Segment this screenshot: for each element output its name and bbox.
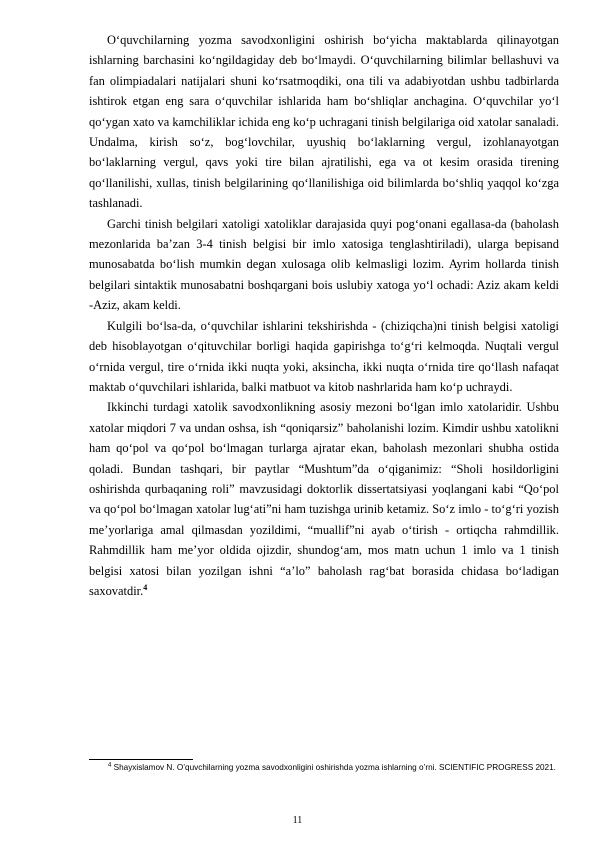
footnote-reference[interactable]: 4	[143, 582, 148, 592]
footnote	[89, 762, 559, 773]
paragraph-4	[89, 397, 559, 601]
paragraph-1: O‘quvchilarning yozma savodxonligini oshirish bo‘yicha maktablarda qilinayotgan ishlarning barchasini ko‘ngildagiday deb bo‘lmaydi. O‘quvchilarning bilimlar bellashuvi va fan olimpiadalari natijalari shuni ko‘rsatmoqdiki, ona tili va adabiyotdan ushbu tadbirlarda ishtirok etgan eng sara o‘quvchilar ishlarida ham bo‘shliqlar anchagina. O‘quvchilar yo‘l qo‘ygan xato va kamchiliklar ichida eng ko‘p uchragani tinish belgilariga oid xatolar sanaladi. Undalma, kirish so‘z, bog‘lovchilar, uyushiq bo‘laklarning vergul, izohlanayotgan bo‘laklarning vergul, qavs yoki tire bilan ajratilishi, ega va ot kesim orasida tirening qo‘llanilishi, xullas, tinish belgilarining qo‘llanilishiga oid bilimlarda bo‘shliq yaqqol ko‘zga tashlanadi.	[89, 33, 559, 211]
body-text	[89, 30, 559, 601]
paragraph-4-text: Ikkinchi turdagi xatolik savodxonlikning asosiy mezoni bo‘lgan imlo xatolaridir. Ushbu xatolar miqdori 7 va undan oshsa, ish “qoniqarsiz” baholanishi lozim. Kimdir ushbu xatolikni ham qo‘pol va qo‘pol bo‘lmagan turlarga ajratar ekan, baholash mezonlari shubha ostida qoladi. Bundan tashqari, bir paytlar “Mushtum”da o‘qiganimiz: “Sholi hosildorligini oshirishda qurbaqaning roli” mavzusidagi doktorlik dissertatsiyasi yoqlangani kabi “Qo‘pol va qo‘pol bo‘lmagan xatolar lug‘ati”ni ham tuzishga urinib ketamiz. So‘z imlo - to‘g‘ri yozish me’yorlariga amal qilmasdan yozildimi, “muallif”ni ayab o‘tirish - ortiqcha rahmdillik. Rahmdillik ham me’yor oldida ojizdir, shundog‘am, mos matn uchun 1 imlo va 1 tinish belgisi xatosi bilan yozilgan ishni “a’lo” baholash rag‘bat borasida chidasa bo‘ladigan saxovatdir.	[89, 400, 559, 598]
footnote-number: 4	[108, 762, 112, 769]
paragraph-2: Garchi tinish belgilari xatoligi xatoliklar darajasida quyi pog‘onani egallasa-da (baholash mezonlarida ba’zan 3-4 tinish belgisi bir imlo xatosiga tenglashtiriladi), ularga bepisand munosabatda bo‘lish mumkin degan xulosaga olib kelmasligi lozim. Ayrim hollarda tinish belgilari sintaktik munosabatni boshqargani bois uslubiy xatoga yo‘l ochadi: Aziz akam keldi -Aziz, akam keldi.	[89, 216, 559, 313]
footnote-text: Shayxislamov N. O’quvchilarning yozma savodxonligini oshirishda yozma ishlarning o’rni. SCIENTIFIC PROGRESS 2021.	[113, 763, 556, 772]
footnote-divider	[89, 759, 193, 760]
paragraph-3: Kulgili bo‘lsa-da, o‘quvchilar ishlarini tekshirishda - (chiziqcha)ni tinish belgisi xatoligi deb hisoblayotgan o‘qituvchilar borligi haqida gapirishga to‘g‘ri kelmoqda. Nuqtali vergul o‘rnida vergul, tire o‘rnida ikki nuqta yoki, aksincha, ikki nuqta o‘rnida tire qo‘llash nafaqat maktab o‘quvchilari ishlarida, balki matbuot va kitob nashrlarida ham ko‘p uchraydi.	[89, 318, 559, 394]
page-number: 11	[292, 815, 303, 826]
